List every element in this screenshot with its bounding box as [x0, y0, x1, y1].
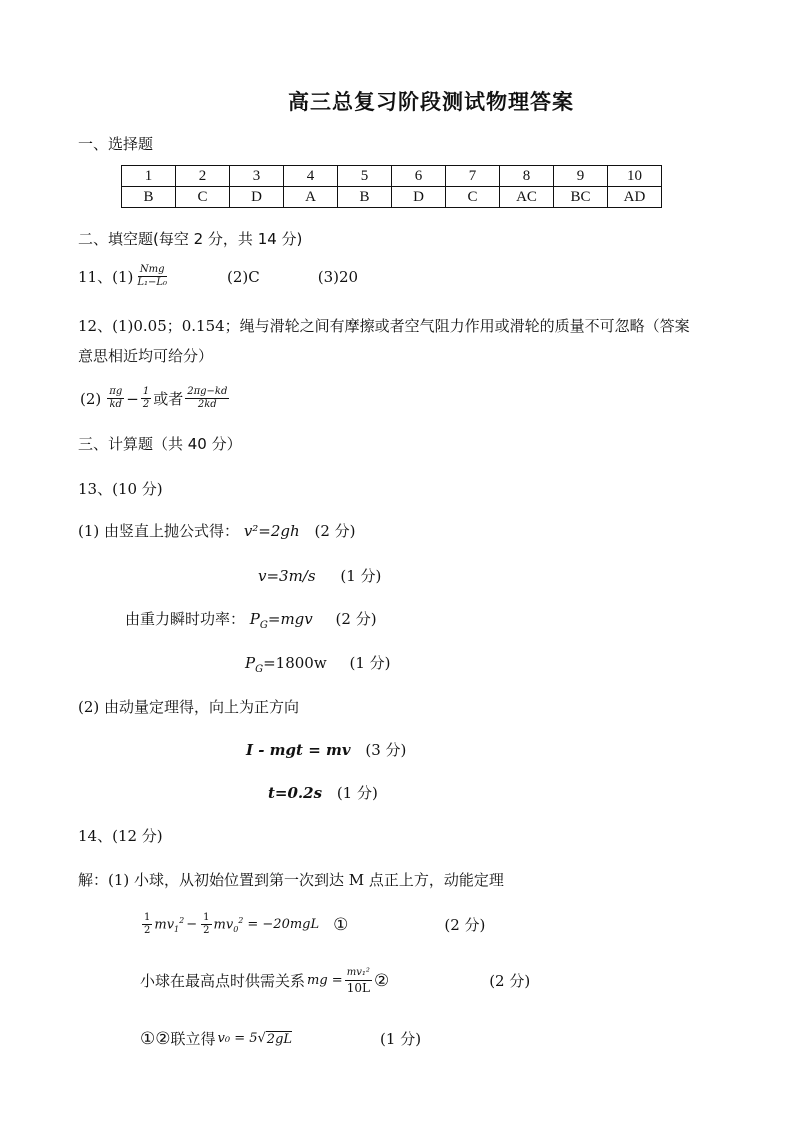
question-number-cell: 10: [608, 166, 662, 187]
q13-step4-equation: =1800w: [263, 654, 327, 672]
q12-minus: −: [126, 389, 139, 408]
q14-points-1: (2 分): [444, 916, 486, 934]
q13-step2-equation: v=3m/s: [258, 567, 316, 585]
q14-mark-1: ①: [333, 914, 349, 935]
q13-step7-equation: t=0.2s: [268, 784, 323, 802]
q13-part2-text: (2) 由动量定理得，向上为正方向: [78, 698, 300, 716]
q14-equation-2-fraction: [345, 966, 372, 995]
q14-equation-2: [140, 966, 530, 995]
q14-equation-2-lhs: mg =: [307, 973, 343, 988]
q13-step1-text: (1) 由竖直上抛公式得：: [78, 522, 240, 540]
question-11: [78, 264, 358, 289]
question-number-cell: 8: [500, 166, 554, 187]
q13-step3-points: (2 分): [335, 610, 377, 628]
q14-eq2-denominator: 10L: [346, 981, 370, 995]
q12-part2: [80, 386, 231, 411]
q13-step3-equation: =mgv: [267, 610, 313, 628]
q12-line1: 12、(1)0.05；0.154；绳与滑轮之间有摩擦或者空气阻力作用或滑轮的质量不可忽略（答案: [78, 317, 690, 335]
answer-cell: A: [284, 187, 338, 208]
question-number-cell: 9: [554, 166, 608, 187]
q14-half-2: $\frac{1}{2}$: [203, 912, 210, 936]
question-number-cell: 5: [338, 166, 392, 187]
q14-points-3: (1 分): [380, 1030, 422, 1048]
q14-line2-text: 小球在最高点时供需关系: [140, 972, 306, 990]
answer-cell: C: [176, 187, 230, 208]
q12-fraction-3: [185, 386, 229, 411]
answer-cell: AC: [500, 187, 554, 208]
q13-step3-subscript: G: [259, 620, 268, 631]
q14-half-1: $\frac{1}{2}$: [144, 912, 151, 936]
q13-step2: [258, 565, 381, 586]
q13-step3-text: 由重力瞬时功率：: [125, 610, 246, 628]
answer-cell: D: [230, 187, 284, 208]
q14-mark-2-ref: ②: [155, 1028, 171, 1049]
q12-fraction-1: [107, 386, 124, 411]
answer-cell: B: [338, 187, 392, 208]
q12-line2: 意思相近均可给分）: [78, 347, 214, 365]
q12-f3-denominator: 2kd: [197, 399, 217, 410]
q13-step1: [78, 520, 356, 541]
q12-f1-numerator: πg: [109, 386, 123, 397]
q13-step7: [268, 782, 378, 803]
question-number-cell: 3: [230, 166, 284, 187]
q12-part2-label: (2): [80, 389, 102, 408]
answer-cell: C: [446, 187, 500, 208]
q14-equation-1: $\frac{1}{2}$ $mv_1^2$ − $\frac{1}{2}$ $mv_0^2$ = −20mgL ① (2 分): [144, 912, 486, 936]
q11-part2: (2)C: [227, 267, 260, 286]
question-number-cell: 1: [122, 166, 176, 187]
q13-step4: [245, 652, 391, 675]
q14-line1: 解：(1) 小球，从初始位置到第一次到达 M 点正上方，动能定理: [78, 871, 504, 889]
q11-label: 11、(1): [78, 268, 134, 286]
q14-mark-1-ref: ①: [140, 1028, 156, 1049]
q12-f3-numerator: 2πg−kd: [187, 386, 228, 397]
section-fill-heading: 二、填空题(每空 2 分，共 14 分): [78, 230, 303, 248]
answer-table-answer-row: [122, 187, 662, 208]
answer-cell: B: [122, 187, 176, 208]
q13-step1-points: (2 分): [314, 522, 356, 540]
q14-eq2-numerator: mv₁²: [345, 966, 372, 981]
answer-cell: D: [392, 187, 446, 208]
section-calc-heading: 三、计算题（共 40 分）: [78, 435, 242, 453]
answer-cell: BC: [554, 187, 608, 208]
q13-step4-symbol: P: [245, 654, 256, 672]
q14-label: 14、(12 分): [78, 827, 163, 845]
q12-f1-denominator: kd: [109, 399, 122, 410]
q14-line3-equation: v₀ = 5: [217, 1031, 258, 1046]
question-number-cell: 6: [392, 166, 446, 187]
section-choice-heading: 一、选择题: [78, 135, 154, 153]
q14-line3-text: 联立得: [170, 1030, 216, 1048]
q13-step6-points: (3 分): [365, 741, 407, 759]
q13-step3-symbol: P: [249, 610, 260, 628]
q12-fraction-2: [141, 386, 151, 411]
q12-f2-denominator: 2: [142, 399, 150, 410]
q13-step4-subscript: G: [255, 664, 264, 675]
q13-step4-points: (1 分): [349, 654, 391, 672]
q11-part3: (3)20: [317, 267, 359, 286]
q11-numerator: Nmg: [139, 264, 165, 275]
q14-line3-sqrt: 2gL: [266, 1031, 293, 1047]
q13-step6-equation: I - mgt = mv: [246, 741, 351, 759]
q13-step6: [246, 739, 406, 760]
answer-cell: AD: [608, 187, 662, 208]
q14-equation-1-rhs: = −20mgL: [247, 917, 320, 932]
q14-line3: ① ② 联立得 v₀ = 5 √ 2gL (1 分): [140, 1028, 422, 1049]
q14-mark-2: ②: [373, 970, 390, 991]
q11-denominator: L₁−L₀: [137, 277, 168, 288]
q12-or: 或者: [153, 390, 184, 408]
question-number-cell: 7: [446, 166, 500, 187]
question-number-cell: 4: [284, 166, 338, 187]
q14-points-2: (2 分): [489, 972, 531, 990]
question-number-cell: 2: [176, 166, 230, 187]
answer-table: [121, 165, 662, 208]
q13-step7-points: (1 分): [336, 784, 378, 802]
q11-fraction: [135, 264, 169, 289]
q13-step3: [125, 608, 377, 631]
q13-label: 13、(10 分): [78, 480, 163, 498]
q13-step1-equation: v²=2gh: [243, 522, 300, 540]
answer-table-number-row: [122, 166, 662, 187]
q12-f2-numerator: 1: [142, 386, 150, 397]
q13-step2-points: (1 分): [340, 567, 382, 585]
page-title: 高三总复习阶段测试物理答案: [288, 90, 574, 114]
